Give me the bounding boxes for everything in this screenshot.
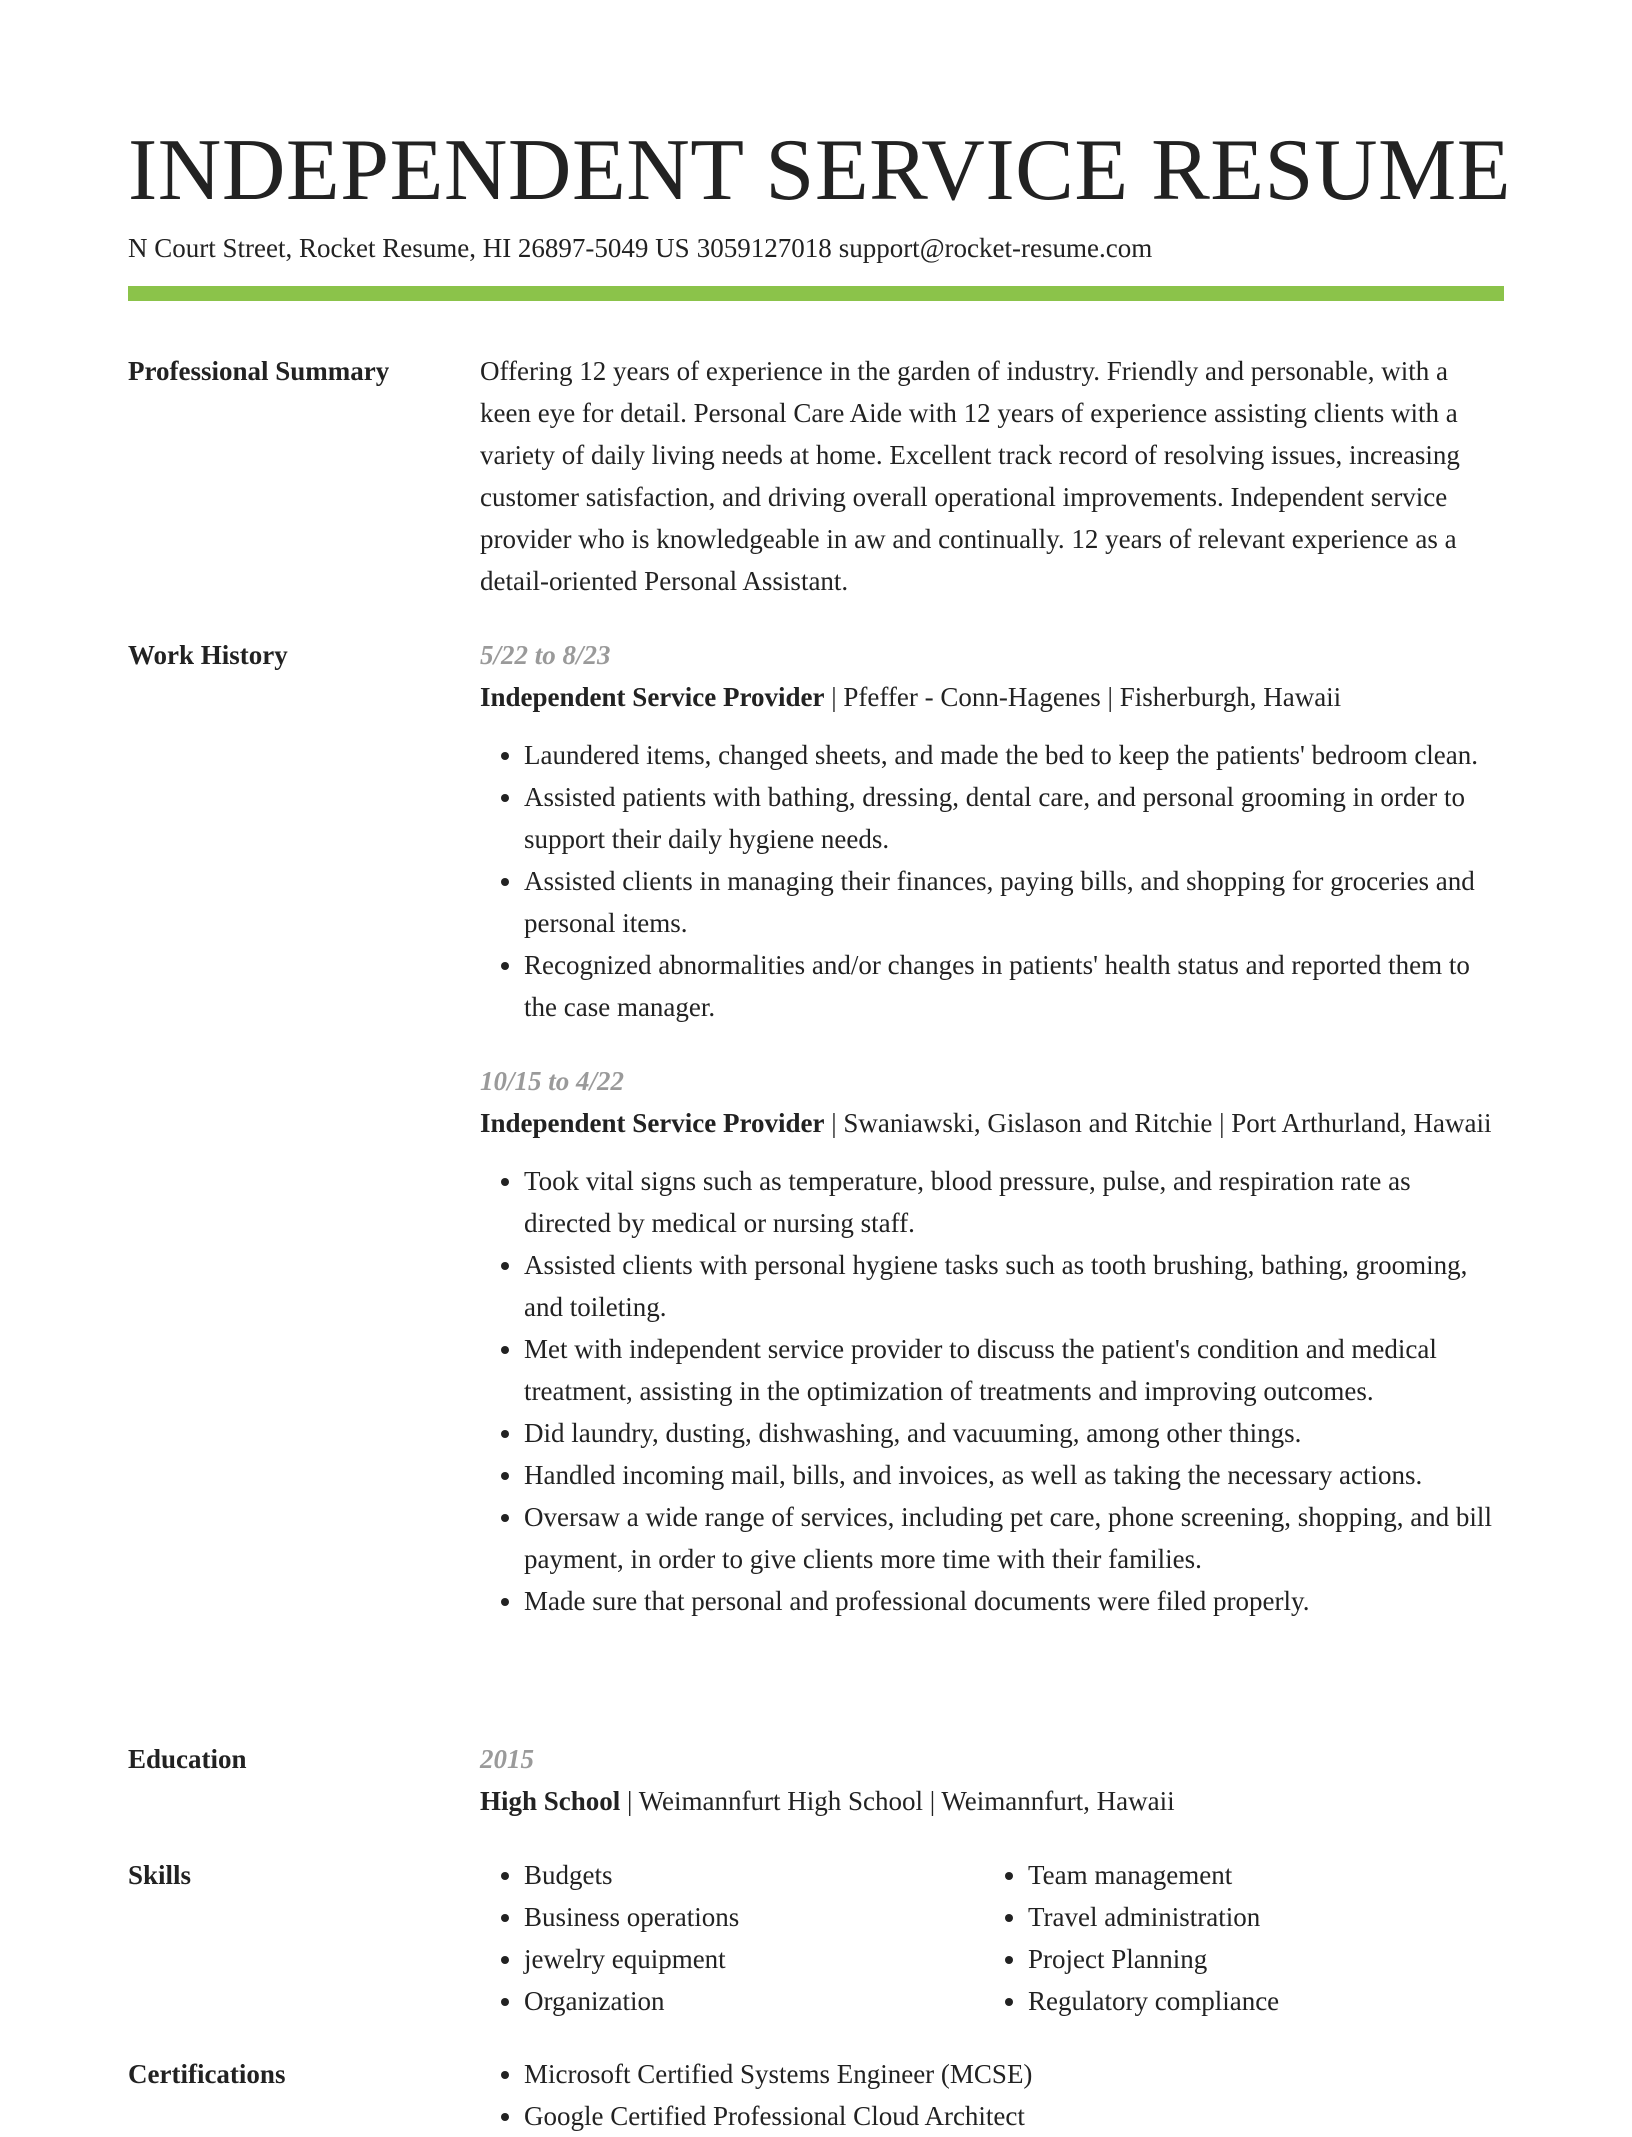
job-dates: 5/22 to 8/23 (480, 640, 611, 670)
job-dates: 10/15 to 4/22 (480, 1066, 625, 1096)
job-title-line (480, 676, 1504, 718)
work-history-body (480, 634, 1504, 1622)
resume-title: INDEPENDENT SERVICE RESUME (128, 122, 1512, 219)
job-entry (480, 634, 1504, 1028)
skills-body (480, 1854, 1504, 2022)
education-degree: High School (480, 1786, 621, 1816)
list-item: • Met with independent service provider to discuss the patient's condition and medical treatment, assisting in the optimization of treatments and improving outcomes. (524, 1328, 1504, 1412)
skill-item: • Organization (524, 1980, 984, 2022)
list-item: • Assisted clients in managing their finances, paying bills, and shopping for groceries and personal items. (524, 860, 1504, 944)
list-item: • Handled incoming mail, bills, and invoices, as well as taking the necessary actions. (524, 1454, 1504, 1496)
certification-item: • Microsoft Certified Systems Engineer (MCSE) (524, 2053, 1504, 2095)
education-year: 2015 (480, 1744, 534, 1774)
list-item: • Took vital signs such as temperature, blood pressure, pulse, and respiration rate as directed by medical or nursing staff. (524, 1160, 1504, 1244)
certifications-heading: Certifications (128, 2059, 286, 2089)
education-body (480, 1738, 1504, 1822)
skill-item: • Team management (1028, 1854, 1488, 1896)
job-title-line (480, 1102, 1504, 1144)
summary-body (480, 350, 1504, 602)
list-item: • Assisted clients with personal hygiene tasks such as tooth brushing, bathing, grooming, and toileting. (524, 1244, 1504, 1328)
skill-item: • Regulatory compliance (1028, 1980, 1488, 2022)
certifications-list (480, 2053, 1504, 2137)
job-duties-list (480, 734, 1504, 1028)
work-history-heading: Work History (128, 640, 288, 670)
skills-list-left (480, 1854, 984, 2022)
skill-item: • Budgets (524, 1854, 984, 1896)
skill-item: • Project Planning (1028, 1938, 1488, 1980)
job-duties-list (480, 1160, 1504, 1622)
job-position: Independent Service Provider (480, 682, 825, 712)
job-position: Independent Service Provider (480, 1108, 825, 1138)
job-employer-location: | Pfeffer - Conn-Hagenes | Fisherburgh, Hawaii (824, 682, 1342, 712)
education-line (480, 1780, 1504, 1822)
skill-item: • Business operations (524, 1896, 984, 1938)
list-item: • Oversaw a wide range of services, including pet care, phone screening, shopping, and bill payment, in order to give clients more time with their families. (524, 1496, 1504, 1580)
skill-item: • jewelry equipment (524, 1938, 984, 1980)
header-divider (128, 286, 1504, 301)
contact-email: support@rocket-resume.com (838, 233, 1153, 263)
education-heading: Education (128, 1744, 247, 1774)
list-item: • Assisted patients with bathing, dressing, dental care, and personal grooming in order to support their daily hygiene needs. (524, 776, 1504, 860)
job-entry (480, 1060, 1504, 1622)
list-item: • Recognized abnormalities and/or changes in patients' health status and reported them to the case manager. (524, 944, 1504, 1028)
skills-grid (480, 1854, 1504, 2022)
education-school-location: | Weimannfurt High School | Weimannfurt, Hawaii (620, 1786, 1175, 1816)
skills-heading: Skills (128, 1860, 192, 1890)
summary-text: Offering 12 years of experience in the garden of industry. Friendly and personable, with a keen eye for detail. Personal Care Aide with 12 years of experience assisting clients with a variety of daily living needs at home. Excellent track record of resolving issues, increasing customer satisfaction, and driving overall operational improvements. Independent service provider who is knowledgeable in aw and continually. 12 years of relevant experience as a detail-oriented Personal Assistant. (480, 356, 1460, 596)
job-employer-location: | Swaniawski, Gislason and Ritchie | Port Arthurland, Hawaii (824, 1108, 1492, 1138)
skills-list-right (984, 1854, 1488, 2022)
list-item: • Made sure that personal and professional documents were filed properly. (524, 1580, 1504, 1622)
contact-phone: 3059127018 (696, 233, 832, 263)
certifications-body (480, 2053, 1504, 2137)
skill-item: • Travel administration (1028, 1896, 1488, 1938)
summary-heading: Professional Summary (128, 356, 390, 386)
contact-line (128, 230, 1152, 266)
contact-address: N Court Street, Rocket Resume, HI 26897-5049 US (128, 233, 690, 263)
certification-item: • Google Certified Professional Cloud Architect (524, 2095, 1504, 2137)
list-item: • Laundered items, changed sheets, and made the bed to keep the patients' bedroom clean. (524, 734, 1504, 776)
list-item: • Did laundry, dusting, dishwashing, and vacuuming, among other things. (524, 1412, 1504, 1454)
